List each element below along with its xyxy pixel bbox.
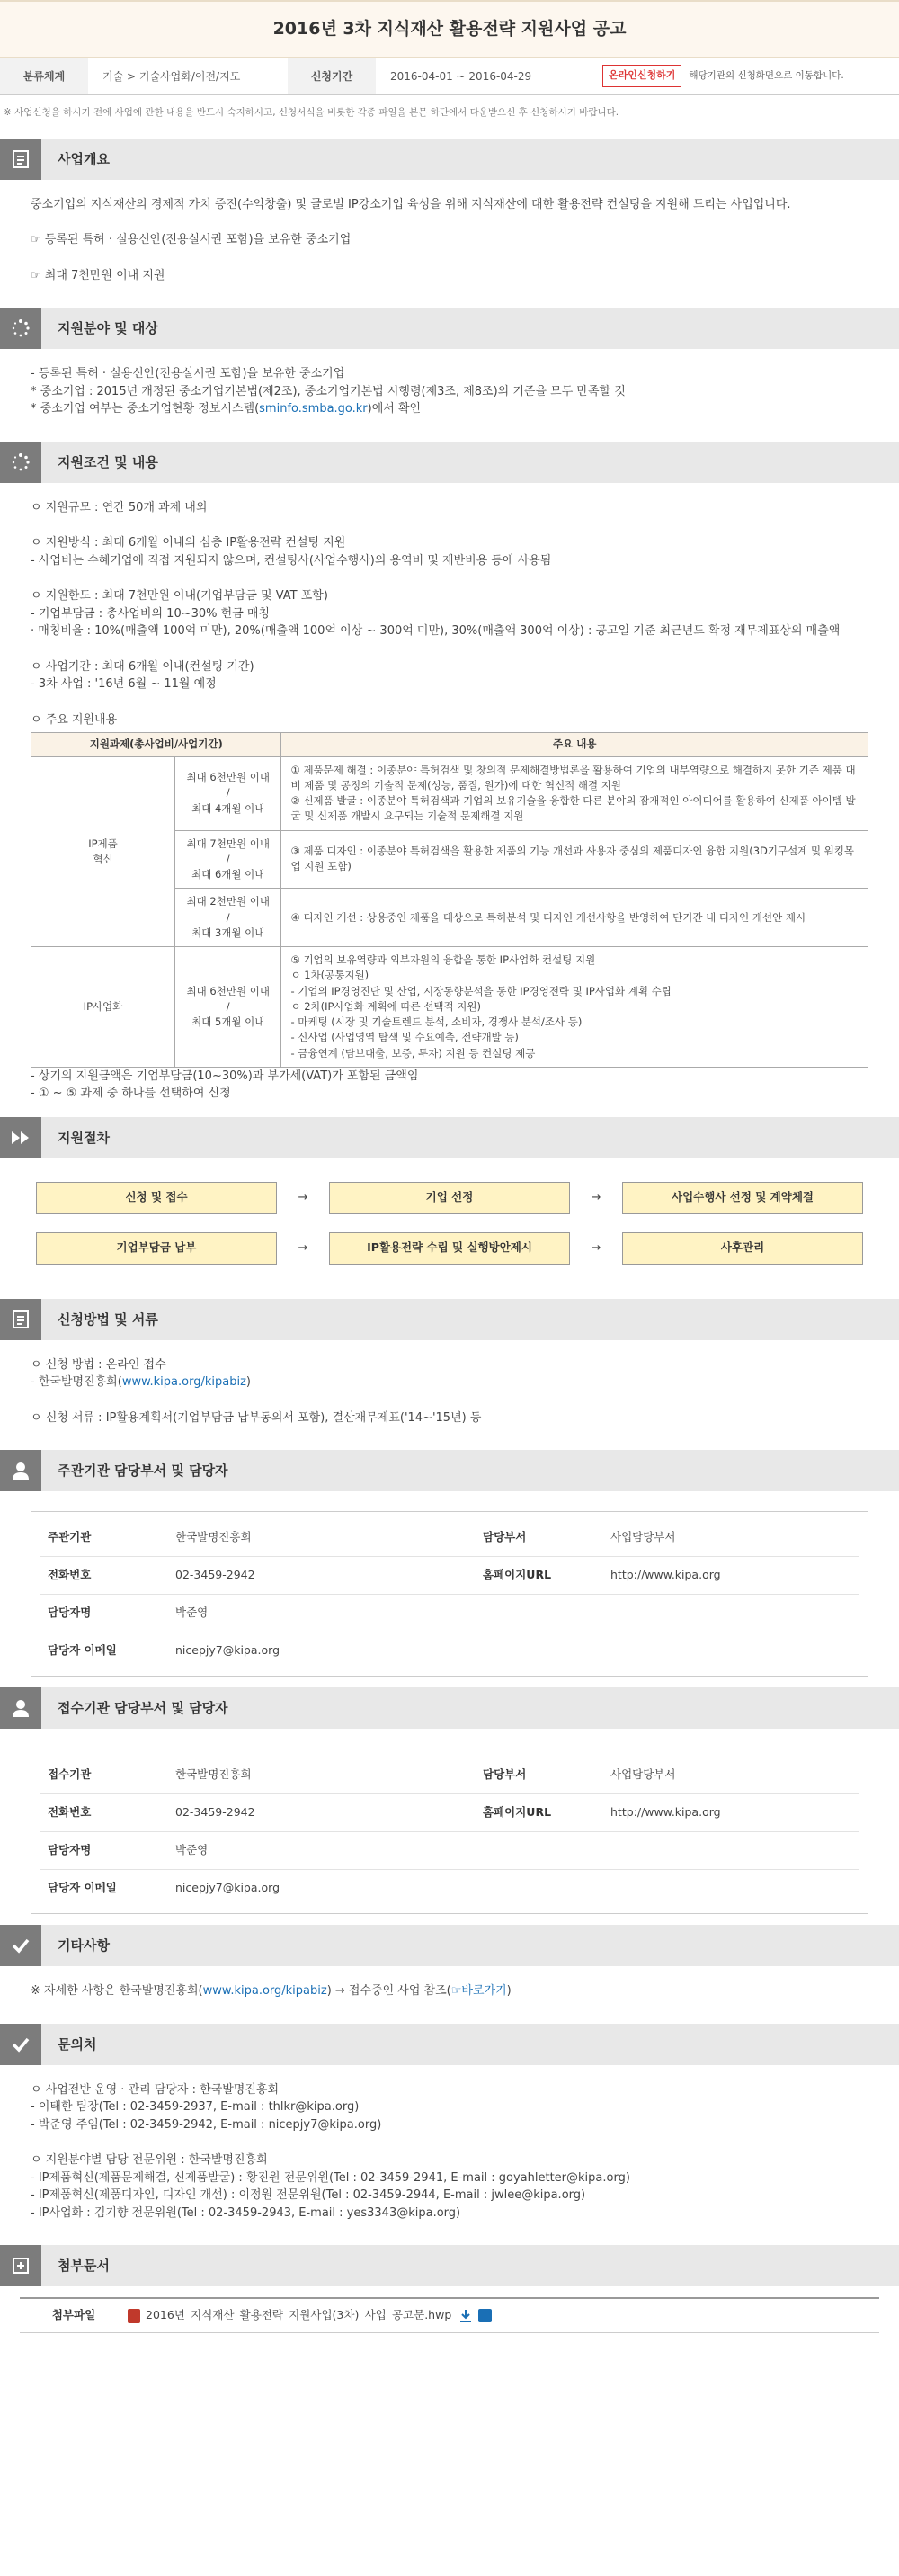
apply-text-suffix: ) [245, 1375, 251, 1390]
field-value: 02-3459-2942 [168, 1557, 476, 1595]
section-procedure-header [0, 1117, 899, 1158]
section-etc-body [0, 1966, 899, 2017]
procedure-step: 신청 및 접수 [36, 1182, 277, 1214]
section-title: 지원조건 및 내용 [58, 453, 158, 470]
field-label: 주관기관 [40, 1519, 168, 1556]
cond-text: ㅇ 사업기간 : 최대 6개월 이내(컨설팅 기간) [31, 659, 254, 674]
procedure-step: IP활용전략 수립 및 실행방안제시 [329, 1232, 570, 1265]
target-text-suffix: )에서 확인 [367, 402, 422, 416]
cond-text: - 상기의 지원금액은 기업부담금(10~30%)과 부가세(VAT)가 포함된 금액임 [31, 1069, 419, 1083]
preview-icon[interactable] [478, 2309, 492, 2322]
field-label: 담당자명 [40, 1831, 168, 1869]
table-header: 지원과제(총사업비/사업기간) [31, 733, 281, 756]
meta-row [0, 58, 899, 95]
table-cell: ④ 디자인 개선 : 상용중인 제품을 대상으로 특허분석 및 디자인 개선사항을 반영하여 단기간 내 디자인 개선안 제시 [281, 889, 868, 947]
section-contact-body [0, 2065, 899, 2239]
spinner-icon [0, 308, 41, 349]
section-title: 기타사항 [58, 1937, 110, 1954]
cond-text: ㅇ 주요 지원내용 [31, 712, 118, 727]
cond-text: - 사업비는 수혜기업에 직접 지원되지 않으며, 컨설팅사(사업수행사)의 용역비 및 제반비용 등에 사용됨 [31, 553, 552, 568]
etc-text-prefix: ※ 자세한 사항은 한국발명진흥회( [31, 1984, 203, 1999]
section-title: 접수기관 담당부서 및 담당자 [58, 1700, 228, 1716]
procedure-step: 사후관리 [622, 1232, 863, 1265]
field-value: 02-3459-2942 [168, 1794, 476, 1832]
section-contact-header [0, 2024, 899, 2065]
shortcut-link[interactable]: ☞바로가기 [450, 1984, 507, 1999]
etc-text-middle: ) → 접수중인 사업 참조( [326, 1984, 451, 1999]
field-value: 한국발명진흥회 [168, 1519, 476, 1556]
arrow-icon: → [298, 1241, 308, 1255]
field-label: 담당자명 [40, 1594, 168, 1632]
section-title: 주관기관 담당부서 및 담당자 [58, 1462, 228, 1479]
receiver-contact-table [31, 1749, 868, 1914]
cond-text: - 기업부담금 : 총사업비의 10~30% 현금 매칭 [31, 606, 271, 621]
field-value: 박준영 [168, 1594, 476, 1632]
apply-note: 해당기관의 신청화면으로 이동합니다. [689, 69, 844, 81]
field-value: 박준영 [168, 1831, 476, 1869]
section-title: 사업개요 [58, 150, 110, 167]
document-icon [0, 139, 41, 180]
field-value: 사업담당부서 [603, 1519, 859, 1556]
attachment-label: 첨부파일 [51, 2308, 96, 2322]
period-label: 신청기간 [288, 58, 376, 94]
section-target-header [0, 308, 899, 349]
table-cell: ⑤ 기업의 보유역량과 외부자원의 융합을 통한 IP사업화 컨설팅 지원 ㅇ 1차(공통지원) - 기업의 IP경영진단 및 산업, 시장동향분석을 통한 IP경영전략 및 IP사업화 계획 수립 ㅇ 2차(IP사업화 계획에 따른 선택적 지원) - 마케팅 (시장 및 기술트렌드 분석, 소비자, 경쟁사 분석/조사 등) - 신사업 (사업영역 탐색 및 수요예측, 전략개발 등) - 금융연계 (담보대출, 보증, 투자) 지원 등 컨설팅 제공 [281, 947, 868, 1068]
field-label: 홈페이지URL [476, 1794, 603, 1832]
notice-text: ※ 사업신청을 하시기 전에 사업에 관한 내용을 반드시 숙지하시고, 신청서식을 비롯한 각종 파일을 본문 하단에서 다운받으신 후 신청하시기 바랍니다. [4, 107, 619, 118]
arrow-icon: → [591, 1241, 601, 1255]
hwp-file-icon [128, 2309, 140, 2323]
person-icon [0, 1450, 41, 1491]
cond-text: - 3차 사업 : '16년 6월 ~ 11월 예정 [31, 677, 217, 692]
attachment-file-link[interactable]: 2016년_지식재산_활용전략_지원사업(3차)_사업_공고문.hwp [146, 2308, 452, 2322]
period-value: 2016-04-01 ~ 2016-04-29 [390, 69, 532, 83]
plus-box-icon [0, 2245, 41, 2286]
section-title: 첨부문서 [58, 2258, 110, 2274]
table-cell: ③ 제품 디자인 : 이종분야 특허검색을 활용한 제품의 기능 개선과 사용자 중심의 제품디자인 융합 지원(3D기구설계 및 워킹목업 지원 포함) [281, 830, 868, 889]
overview-text: ☞ 등록된 특허 · 실용신안(전용실시권 포함)을 보유한 중소기업 [31, 233, 352, 247]
target-text [31, 400, 868, 418]
field-label: 전화번호 [40, 1557, 168, 1595]
section-attachment-header [0, 2245, 899, 2286]
arrow-icon: → [298, 1191, 308, 1204]
table-cell: ① 제품문제 해결 : 이종분야 특허검색 및 창의적 문제해결방법론을 활용하여 기업의 내부역량으로 해결하지 못한 기존 제품 대비 제품 및 공정의 기술적 문제(성능, 품질, 원가)에 대한 혁신적 해결 지원 ② 신제품 발굴 : 이종분야 특허검색과 기업의 보유기술을 융합한 다른 분야의 잠재적인 아이디어를 활용하여 신제품 아이템 발굴 및 신제품 개발시 요구되는 기술적 문제해결 지원 [281, 756, 868, 830]
table-cell: 최대 6천만원 이내 / 최대 5개월 이내 [175, 947, 281, 1068]
section-title: 지원절차 [58, 1129, 110, 1146]
contact-text: - IP제품혁신(제품디자인, 디자인 개선) : 이정원 전문위원(Tel : 02-3459-2944, E-mail : jwlee@kipa.org) [31, 2188, 586, 2203]
table-cell: 최대 6천만원 이내 / 최대 4개월 이내 [175, 756, 281, 830]
section-host-header [0, 1450, 899, 1491]
homepage-link[interactable]: http://www.kipa.org [603, 1557, 859, 1595]
procedure-step: 사업수행사 선정 및 계약체결 [622, 1182, 863, 1214]
field-value: 한국발명진흥회 [168, 1757, 476, 1793]
field-value: nicepjy7@kipa.org [175, 1642, 280, 1657]
attachment-row [20, 2297, 879, 2333]
section-overview-header [0, 139, 899, 180]
contact-text: ㅇ 지원분야별 담당 전문위원 : 한국발명진흥회 [31, 2153, 268, 2168]
field-label: 담당자 이메일 [48, 1880, 117, 1894]
download-icon[interactable] [458, 2309, 473, 2323]
apply-text: ㅇ 신청 방법 : 온라인 접수 [31, 1357, 166, 1372]
table-cell: 최대 7천만원 이내 / 최대 6개월 이내 [175, 830, 281, 889]
support-table [31, 732, 868, 1068]
section-conditions-header [0, 442, 899, 483]
section-title: 문의처 [58, 2035, 97, 2053]
section-apply-header [0, 1299, 899, 1340]
apply-text: ㅇ 신청 서류 : IP활용계획서(기업부담금 납부동의서 포함), 결산재무제표('14~'15년) 등 [31, 1410, 482, 1425]
person-icon [0, 1687, 41, 1729]
target-text: * 중소기업 : 2015년 개정된 중소기업기본법(제2조), 중소기업기본법 시행령(제3조, 제8조)의 기준을 모두 만족할 것 [31, 384, 626, 398]
field-value: nicepjy7@kipa.org [175, 1880, 280, 1894]
contact-text: - 이태한 팀장(Tel : 02-3459-2937, E-mail : thlkr@kipa.org) [31, 2100, 360, 2115]
field-label: 담당부서 [476, 1757, 603, 1793]
procedure-flow [0, 1158, 899, 1292]
document-icon [0, 1299, 41, 1340]
sminfo-link[interactable]: sminfo.smba.go.kr [259, 402, 368, 416]
spinner-icon [0, 442, 41, 483]
overview-text: ☞ 최대 7천만원 이내 지원 [31, 268, 165, 282]
fast-forward-icon [0, 1117, 41, 1158]
field-label: 담당자 이메일 [48, 1642, 117, 1657]
field-label: 접수기관 [40, 1757, 168, 1793]
table-cell: 최대 2천만원 이내 / 최대 3개월 이내 [175, 889, 281, 947]
procedure-step: 기업부담금 납부 [36, 1232, 277, 1265]
target-text-prefix: * 중소기업 여부는 중소기업현황 정보시스템( [31, 402, 260, 416]
table-header: 주요 내용 [281, 733, 868, 756]
section-title: 신청방법 및 서류 [58, 1310, 158, 1328]
section-overview-body [0, 180, 899, 301]
cond-text: · 매칭비율 : 10%(매출액 100억 미만), 20%(매출액 100억 이상 ~ 300억 미만), 30%(매출액 300억 이상) : 공고일 기준 최근년도 확정 재무제표상의 매출액 [31, 624, 841, 639]
section-title: 지원분야 및 대상 [58, 320, 158, 336]
cond-text: - ① ~ ⑤ 과제 중 하나를 선택하여 신청 [31, 1087, 231, 1101]
etc-text-suffix: ) [506, 1984, 512, 1999]
contact-text: - IP제품혁신(제품문제해결, 신제품발굴) : 황진원 전문위원(Tel : 02-3459-2941, E-mail : goyahletter@kipa.org) [31, 2170, 630, 2185]
section-conditions-body [0, 483, 899, 1110]
kipa-link[interactable]: www.kipa.org/kipabiz [121, 1375, 246, 1390]
contact-text: - IP사업화 : 김기향 전문위원(Tel : 02-3459-2943, E-mail : yes3343@kipa.org) [31, 2205, 461, 2220]
contact-text: - 박준영 주임(Tel : 02-3459-2942, E-mail : nicepjy7@kipa.org) [31, 2117, 382, 2132]
table-group: IP제품 혁신 [31, 756, 175, 947]
check-icon [0, 2024, 41, 2065]
apply-text [31, 1373, 868, 1391]
host-contact-table [31, 1511, 868, 1677]
category-label: 분류체계 [0, 58, 88, 94]
page-title: 2016년 3차 지식재산 활용전략 지원사업 공고 [0, 0, 899, 58]
field-label: 담당부서 [476, 1519, 603, 1556]
etc-text [31, 1982, 868, 2000]
cond-text: ㅇ 지원한도 : 최대 7천만원 이내(기업부담금 및 VAT 포함) [31, 589, 328, 604]
section-target-body [0, 349, 899, 434]
procedure-step: 기업 선정 [329, 1182, 570, 1214]
arrow-icon: → [591, 1191, 601, 1204]
kipa-link[interactable]: www.kipa.org/kipabiz [202, 1984, 327, 1999]
section-receiver-header [0, 1687, 899, 1729]
check-icon [0, 1925, 41, 1966]
field-label: 홈페이지URL [476, 1557, 603, 1595]
homepage-link[interactable]: http://www.kipa.org [603, 1794, 859, 1832]
apply-text-prefix: - 한국발명진흥회( [31, 1375, 122, 1390]
table-group: IP사업화 [31, 947, 175, 1068]
target-text: - 등록된 특허 · 실용신안(전용실시권 포함)을 보유한 중소기업 [31, 367, 345, 381]
cond-text: ㅇ 지원규모 : 연간 50개 과제 내외 [31, 500, 208, 514]
section-etc-header [0, 1925, 899, 1966]
category-value: 기술 > 기술사업화/이전/지도 [102, 69, 241, 83]
cond-text: ㅇ 지원방식 : 최대 6개월 이내의 심층 IP활용전략 컨설팅 지원 [31, 536, 346, 550]
section-apply-body [0, 1340, 899, 1444]
field-value: 사업담당부서 [603, 1757, 859, 1793]
contact-text: ㅇ 사업전반 운영 · 관리 담당자 : 한국발명진흥회 [31, 2082, 280, 2097]
online-apply-button[interactable]: 온라인신청하기 [602, 65, 681, 87]
overview-text: 중소기업의 지식재산의 경제적 가치 증진(수익창출) 및 글로벌 IP강소기업 육성을 위해 지식재산에 대한 활용전략 컨설팅을 지원해 드리는 사업입니다. [31, 197, 791, 211]
field-label: 전화번호 [40, 1794, 168, 1832]
